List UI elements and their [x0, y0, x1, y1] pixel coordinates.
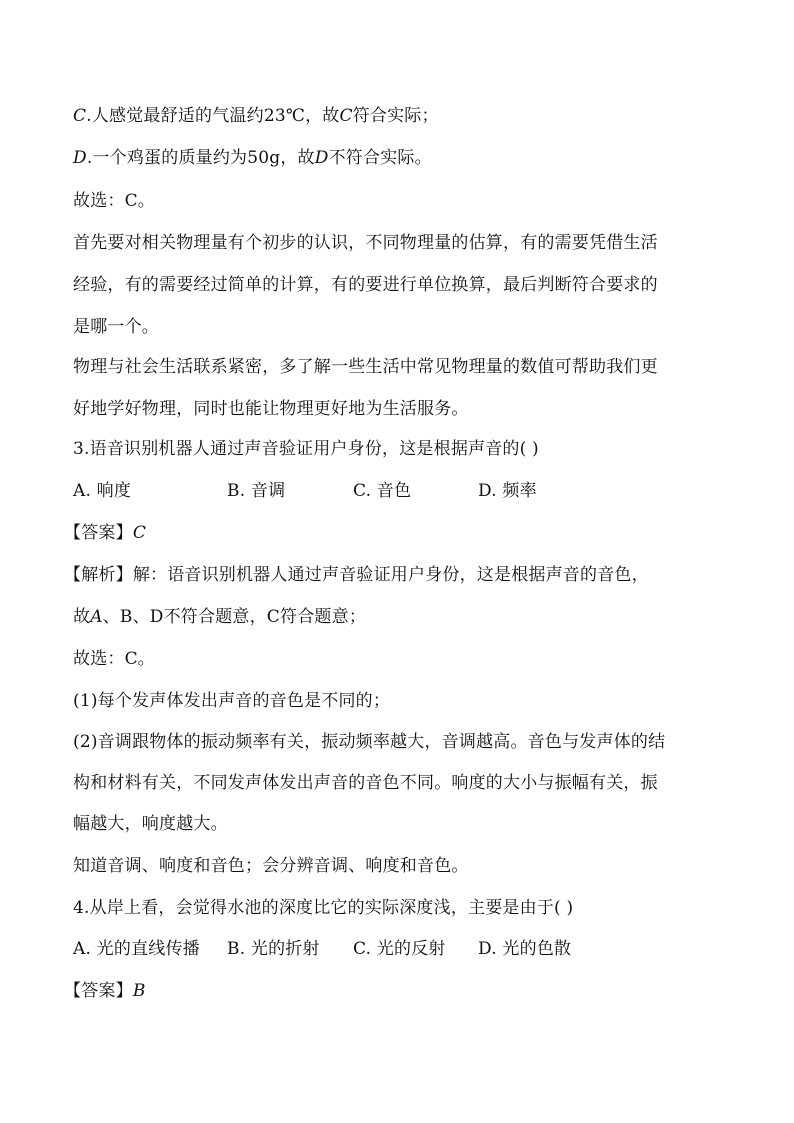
q3-summary: 知道音调、响度和音色；会分辨音调、响度和音色。: [73, 856, 469, 876]
q4-option-c: C. 光的反射: [353, 939, 446, 959]
q4-options: [73, 934, 714, 964]
q2-comment-line-2: 经验，有的需要经过简单的计算，有的要进行单位换算，最后判断符合要求的: [73, 275, 658, 295]
q2-choice: 故选：C。: [73, 191, 156, 211]
q3-point-2: (2)音调跟物体的振动频率有关，振动频率越大，音调越高。音色与发声体的结: [73, 732, 666, 752]
q3-analysis-line2-rest: 、B、D不符合题意，C符合题意；: [102, 607, 367, 627]
option-d-end: 不符合实际。: [328, 148, 432, 168]
q4-stem: 4.从岸上看，会觉得水池的深度比它的实际深度浅，主要是由于( ): [73, 898, 574, 918]
option-d-var: D: [314, 148, 329, 168]
q3-analysis-line-2: [73, 602, 714, 632]
q3-option-a: A. 响度: [73, 481, 132, 501]
q3-options: [73, 476, 714, 506]
q4-option-d: D. 光的色散: [478, 939, 572, 959]
q4-answer: [64, 976, 714, 1006]
q3-point-1: (1)每个发声体发出声音的音色是不同的；: [73, 691, 391, 711]
q3-analysis-line2-pre: 故: [73, 607, 91, 627]
q3-choice: 故选：C。: [73, 649, 156, 669]
q3-option-b: B. 音调: [227, 481, 286, 501]
q2-summary-line-1: 物理与社会生活联系紧密，多了解一些生活中常见物理量的数值可帮助我们更: [73, 357, 658, 377]
q3-option-d: D. 频率: [478, 481, 537, 501]
option-c-text: .人感觉最舒适的气温约23℃，故: [86, 106, 340, 126]
option-d-text: .一个鸡蛋的质量约为50g，故: [86, 148, 315, 168]
q3-stem: 3.语音识别机器人通过声音验证用户身份，这是根据声音的( ): [73, 439, 539, 459]
q3-answer: [64, 518, 714, 548]
q4-answer-label: 【答案】: [64, 981, 133, 1001]
q4-option-b: B. 光的折射: [227, 939, 320, 959]
q3-analysis: [64, 560, 714, 590]
q3-point-4: 幅越大，响度越大。: [73, 814, 228, 834]
q3-answer-label: 【答案】: [64, 523, 133, 543]
q2-summary-line-2: 好地学好物理，同时也能让物理更好地为生活服务。: [73, 399, 469, 419]
option-c-label: C: [73, 106, 87, 126]
q3-analysis-text: 解：语音识别机器人通过声音验证用户身份，这是根据声音的音色，: [132, 565, 649, 585]
option-c-explanation: [73, 101, 714, 131]
q3-answer-value: C: [132, 523, 147, 543]
q3-analysis-line2-a: A: [90, 607, 103, 627]
q2-comment-line-1: 首先要对相关物理量有个初步的认识，不同物理量的估算，有的需要凭借生活: [73, 233, 658, 253]
option-d-label: D: [73, 148, 87, 168]
option-d-explanation: [73, 143, 714, 173]
q4-option-a: A. 光的直线传播: [73, 939, 200, 959]
q3-analysis-label: 【解析】: [64, 565, 133, 585]
q3-point-3: 构和材料有关，不同发声体发出声音的音色不同。响度的大小与振幅有关，振: [73, 773, 658, 793]
q4-answer-value: B: [132, 981, 146, 1001]
q2-comment-line-3: 是哪一个。: [73, 317, 159, 337]
option-c-var: C: [339, 106, 353, 126]
option-c-end: 符合实际；: [352, 106, 439, 126]
q3-option-c: C. 音色: [353, 481, 412, 501]
